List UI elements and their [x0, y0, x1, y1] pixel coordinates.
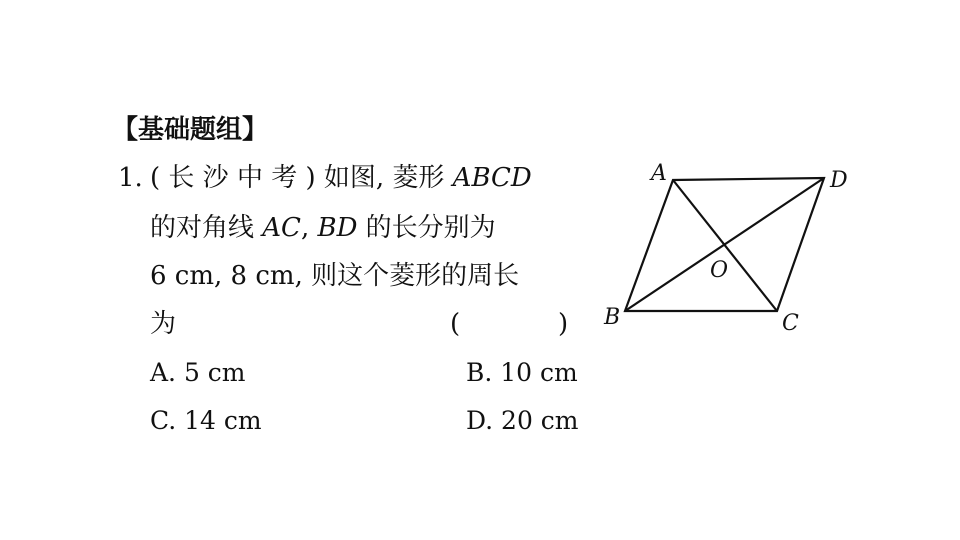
diagonal-ac-name: AC: [262, 213, 301, 243]
vertex-c-label: C: [782, 311, 799, 336]
option-d[interactable]: D. 20 cm: [466, 406, 579, 435]
vertex-d-label: D: [830, 168, 848, 193]
question-text: ( 长 沙 中 考 ) 如图, 菱形: [150, 163, 453, 193]
question-number: 1.: [118, 163, 143, 193]
diagonal-bd: [625, 178, 824, 311]
rhombus-name: ABCD: [452, 163, 532, 193]
answer-blank-close: ): [558, 309, 569, 339]
option-a[interactable]: A. 5 cm: [150, 358, 246, 387]
diagonal-ac: [673, 180, 777, 311]
question-text: ,: [300, 213, 318, 243]
vertex-a-label: A: [651, 161, 667, 186]
question-line-2: [150, 210, 496, 246]
question-line-4: 为: [150, 309, 177, 339]
diagonal-bd-name: BD: [317, 213, 358, 243]
answer-blank-open: (: [450, 309, 461, 339]
question-line-1: [150, 160, 532, 196]
rhombus-figure: [596, 150, 866, 350]
question-line-3: 6 cm, 8 cm, 则这个菱形的周长: [150, 261, 520, 291]
section-heading: 【基础题组】: [112, 115, 269, 145]
option-b[interactable]: B. 10 cm: [466, 358, 578, 387]
question-text: 的对角线: [150, 213, 263, 243]
vertex-b-label: B: [604, 305, 621, 330]
center-o-label: O: [710, 258, 729, 283]
option-c[interactable]: C. 14 cm: [150, 406, 262, 435]
question-text: 的长分别为: [357, 213, 496, 243]
